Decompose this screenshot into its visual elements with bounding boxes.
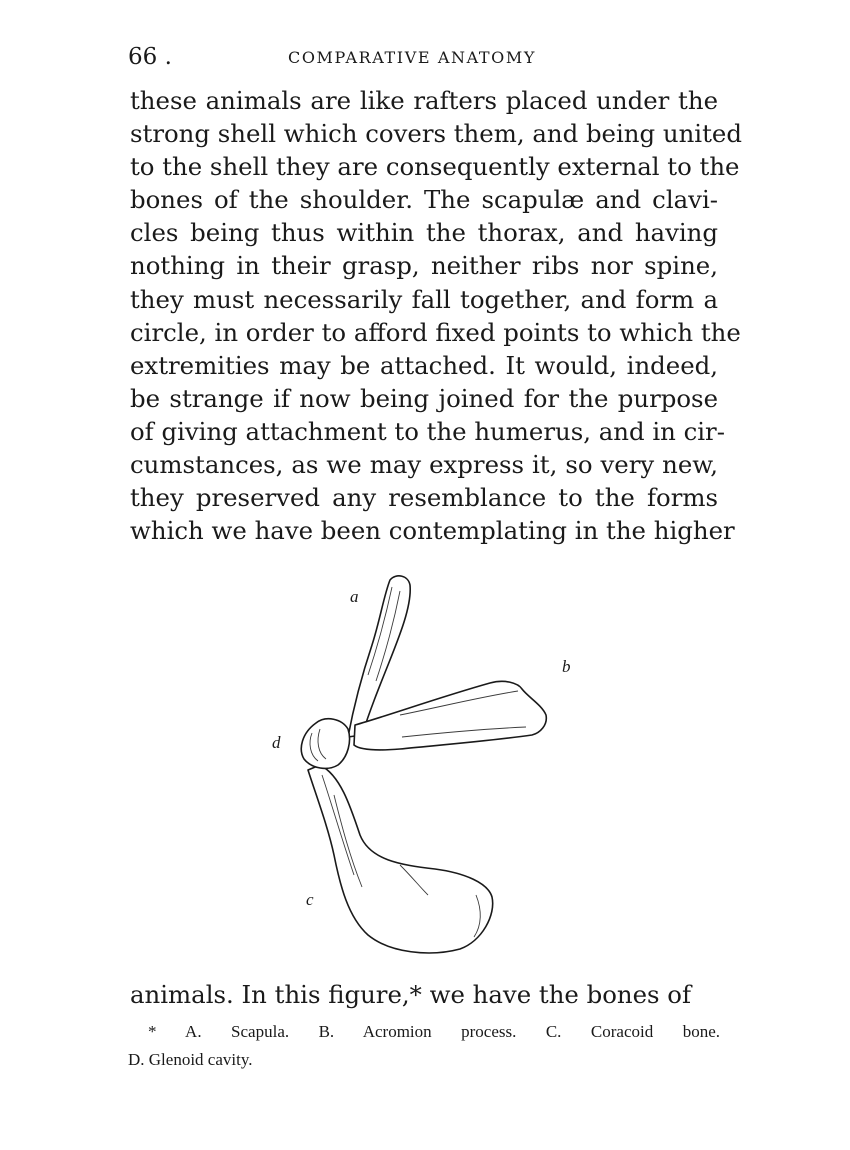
label-b: b bbox=[562, 657, 571, 676]
glenoid-cavity bbox=[301, 719, 349, 769]
page-number: 66 . bbox=[128, 44, 172, 70]
label-a: a bbox=[350, 587, 359, 606]
text-line: these animals are like rafters placed under the bbox=[130, 86, 718, 115]
label-d: d bbox=[272, 733, 281, 752]
footnote-line: D. Glenoid cavity. bbox=[128, 1050, 253, 1069]
acromion-bone bbox=[354, 681, 546, 750]
text-line: cumstances, as we may express it, so very new, bbox=[130, 450, 718, 480]
footnote-line: * A. Scapula. B. Acromion process. C. Coracoid bone. bbox=[148, 1022, 720, 1041]
text-line: they preserved any resemblance to the forms bbox=[130, 483, 718, 513]
shoulder-bones-figure bbox=[250, 565, 590, 965]
footnote bbox=[128, 1018, 720, 1074]
running-title: COMPARATIVE ANATOMY bbox=[288, 48, 537, 67]
text-line: of giving attachment to the humerus, and in cir- bbox=[130, 416, 725, 446]
continuation-paragraph bbox=[130, 978, 718, 1011]
text-line: which we have been contemplating in the higher bbox=[130, 516, 735, 546]
text-line: be strange if now being joined for the purpose bbox=[130, 383, 718, 413]
coracoid-bone bbox=[308, 765, 493, 953]
text-line: to the shell they are consequently external to the bbox=[130, 152, 740, 182]
text-line: bones of the shoulder. The scapulæ and clavi- bbox=[130, 185, 718, 215]
text-line: nothing in their grasp, neither ribs nor spine, bbox=[130, 251, 718, 281]
running-header bbox=[128, 44, 718, 74]
text-line: cles being thus within the thorax, and having bbox=[130, 218, 718, 248]
text-line: extremities may be attached. It would, indeed, bbox=[130, 350, 718, 380]
text-line: animals. In this figure,* we have the bones of bbox=[130, 980, 692, 1009]
text-line: circle, in order to afford fixed points to which the bbox=[130, 317, 741, 347]
body-paragraph bbox=[130, 84, 742, 547]
label-c: c bbox=[306, 890, 314, 909]
text-line: they must necessarily fall together, and form a bbox=[130, 284, 718, 314]
bone-illustration bbox=[250, 565, 590, 965]
text-line: strong shell which covers them, and being united bbox=[130, 119, 742, 149]
